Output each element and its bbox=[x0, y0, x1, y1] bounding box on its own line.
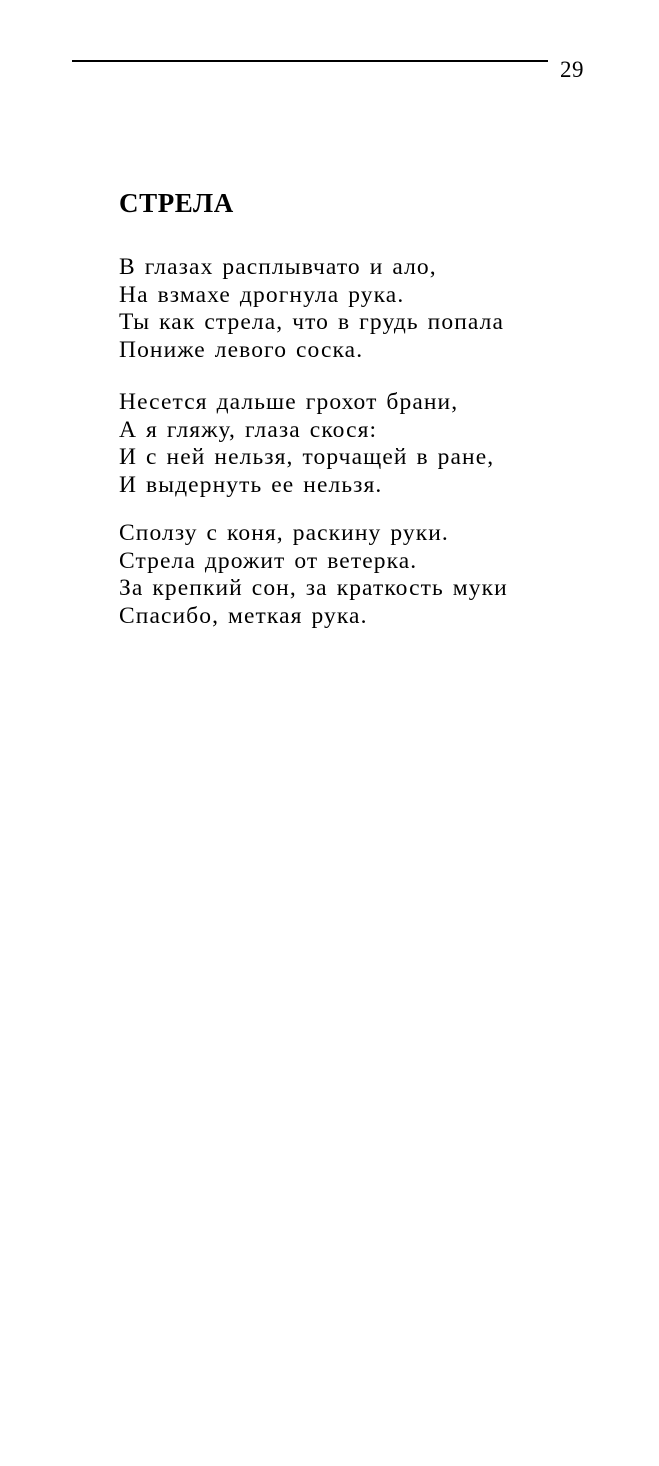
verse-line: За крепкий сон, за краткость муки bbox=[119, 575, 508, 601]
verse-line: А я гляжу, глаза скося: bbox=[119, 416, 378, 443]
page-number: 29 bbox=[560, 57, 584, 82]
header-rule bbox=[72, 60, 548, 62]
verse-line: Пониже левого соска. bbox=[119, 336, 364, 363]
stanza-2 bbox=[119, 389, 494, 499]
poem-title: СТРЕЛА bbox=[119, 188, 234, 218]
verse-line: Стрела дрожит от ветерка. bbox=[119, 547, 418, 574]
verse-line: В глазах расплывчато и ало, bbox=[119, 254, 437, 280]
verse-line: Сползу с коня, раскину руки. bbox=[119, 520, 449, 546]
verse-line: Спасибо, меткая рука. bbox=[119, 602, 368, 629]
stanza-1 bbox=[119, 254, 504, 364]
stanza-3 bbox=[119, 520, 508, 630]
verse-line: На взмахе дрогнула рука. bbox=[119, 281, 405, 308]
verse-line: Ты как стрела, что в грудь попала bbox=[119, 309, 504, 335]
verse-line: И с ней нельзя, торчащей в ране, bbox=[119, 444, 495, 470]
verse-line: Несется дальше грохот брани, bbox=[119, 389, 459, 415]
verse-line: И выдернуть ее нельзя. bbox=[119, 471, 383, 498]
